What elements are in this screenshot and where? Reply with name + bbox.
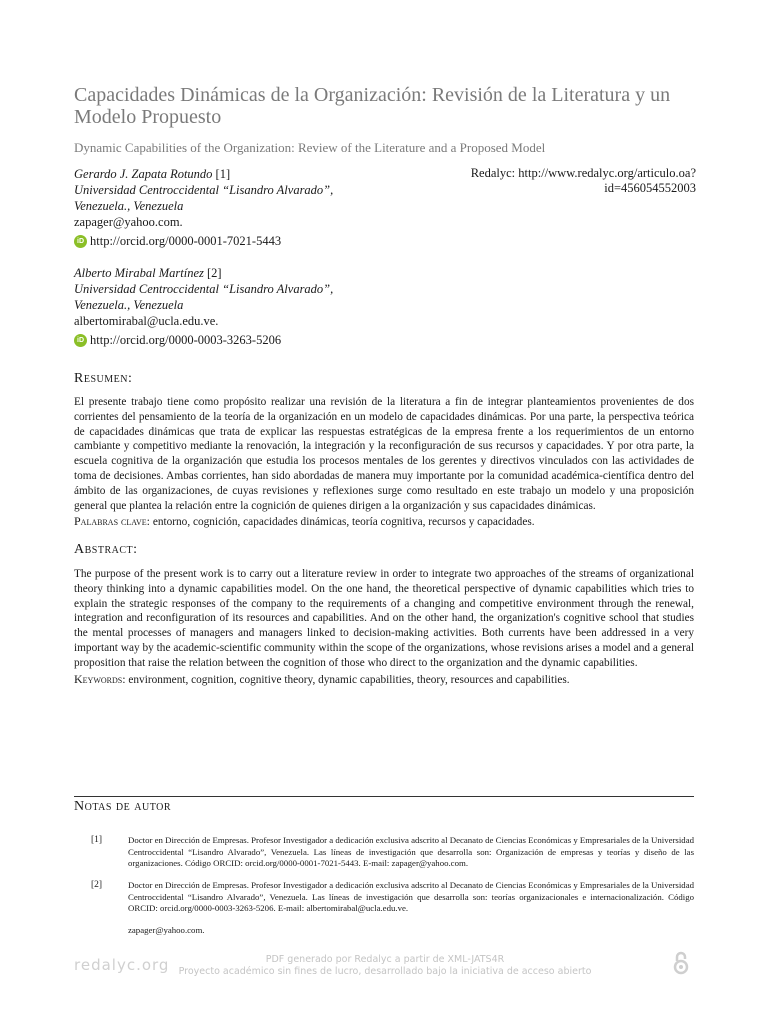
- note-text: Doctor en Dirección de Empresas. Profesor Investigador a dedicación exclusiva adscrito al Decanato de Ciencias Económicas y Empresariales de la Universidad Centroccidental “Lisandro Alvarado”, Venezuela. Las líneas de investigación que desarrolla son: teorías organizacionales e internacionalización. Código ORCID: orcid.org/0000-0003-3263-5206. E-mail: albertomirabal@ucla.edu.ve.: [128, 880, 694, 914]
- author-ref[interactable]: [2]: [206, 266, 222, 280]
- abstract-body: [74, 567, 694, 687]
- article-subtitle: Dynamic Capabilities of the Organization: Review of the Literature and a Proposed Model: [74, 140, 546, 155]
- resumen-keywords: [74, 514, 694, 530]
- keywords-label: Keywords:: [74, 671, 126, 686]
- note-extra-email: zapager@yahoo.com.: [128, 925, 205, 935]
- resumen-text: El presente trabajo tiene como propósito realizar una revisión de la literatura a fin de integrar planteamientos provenientes de dos corrientes del pensamiento de la teoría de la organización en un modelo de capacidades dinámicas. Por una parte, la perspectiva teórica de capacidades dinámicas que trata de explicar las respuestas estratégicas de la empresa frente a los requerimientos de un entorno cambiante y competitivo mediante la renovación, la integración y la reconfiguración de sus recursos y capacidades. Y por otra parte, la escuela cognitiva de la organización que estudia los procesos mentales de los gerentes y directivos vinculados con las actividades de toma de decisiones. Ambas corrientes, han sido abordadas de manera muy importante por la comunidad académica-científica dentro del ámbito de las organizaciones, de cuyas revisiones y reflexiones surge como resultado en este trabajo un modelo y una proposición general que plantea la relación entre la cognición de quienes dirigen a la organización y sus capacidades dinámicas.: [74, 396, 694, 512]
- keywords-label: Palabras clave:: [74, 514, 150, 529]
- author-orcid-link[interactable]: http://orcid.org/0000-0001-7021-5443: [90, 234, 282, 248]
- redalyc-id[interactable]: id=456054552003: [604, 181, 696, 195]
- note-number[interactable]: [1]: [91, 835, 103, 845]
- open-access-glyph: [673, 951, 689, 975]
- orcid-icon: iD: [74, 235, 87, 248]
- note-number[interactable]: [2]: [91, 880, 103, 890]
- author-email[interactable]: albertomirabal@ucla.edu.ve.: [74, 314, 219, 328]
- keywords-text: environment, cognition, cognitive theory, dynamic capabilities, theory, resources and capabilities.: [128, 673, 570, 686]
- author-orcid-row[interactable]: [74, 234, 333, 249]
- notes-divider: [74, 796, 694, 797]
- abstract-keywords: [74, 672, 694, 688]
- author-location: Venezuela., Venezuela: [74, 199, 184, 213]
- author-block-2: [74, 265, 333, 348]
- open-access-icon: [673, 951, 689, 979]
- author-affiliation: Universidad Centroccidental “Lisandro Alvarado”,: [74, 282, 334, 296]
- abstract-text: The purpose of the present work is to carry out a literature review in order to integrate two approaches of the streams of organizational theory thinking into a dynamic capabilities model. On the one hand, the theoretical perspective of dynamic capabilities which tries to explain the strategic responses of the company to the requirements of a changing and competitive environment through the renewal, integration and reconfiguration of its resources and capabilities. And on the other hand, the organization's cognitive school that studies the mental processes of managers and managers linked to decision-making activities. Both currents have been addressed in a very important way by the academic-scientific community within the scope of the organizations, whose revisions arises a model and a general proposition that raise the relation between the cognition of those who direct to the organization and the dynamic capabilities.: [74, 568, 694, 669]
- resumen-body: [74, 395, 694, 530]
- keywords-text: entorno, cognición, capacidades dinámicas, teoría cognitiva, recursos y capacidades.: [152, 516, 535, 529]
- author-orcid-link[interactable]: http://orcid.org/0000-0003-3263-5206: [90, 333, 282, 347]
- article-title: Capacidades Dinámicas de la Organización: Revisión de la Literatura y un Modelo Propuesto: [74, 84, 671, 128]
- resumen-heading: Resumen:: [74, 371, 133, 386]
- author-location: Venezuela., Venezuela: [74, 298, 184, 312]
- author-ref[interactable]: [1]: [215, 167, 231, 181]
- footer-text: [160, 954, 610, 978]
- redalyc-link[interactable]: [396, 166, 696, 196]
- footer-line-1: PDF generado por Redalyc a partir de XML-JATS4R: [265, 954, 505, 965]
- author-name: Gerardo J. Zapata Rotundo: [74, 167, 213, 181]
- notes-heading: Notas de autor: [74, 799, 172, 814]
- author-email[interactable]: zapager@yahoo.com.: [74, 215, 183, 229]
- footer-line-2: Proyecto académico sin fines de lucro, desarrollado bajo la iniciativa de acceso abierto: [178, 966, 592, 977]
- abstract-heading: Abstract:: [74, 542, 138, 557]
- author-block-1: [74, 166, 333, 249]
- author-affiliation: Universidad Centroccidental “Lisandro Alvarado”,: [74, 183, 334, 197]
- orcid-icon: iD: [74, 334, 87, 347]
- redalyc-url[interactable]: Redalyc: http://www.redalyc.org/articulo.oa?: [470, 166, 696, 180]
- redalyc-logo: redalyc.org: [74, 956, 170, 974]
- author-name: Alberto Mirabal Martínez: [74, 266, 204, 280]
- author-orcid-row[interactable]: [74, 333, 333, 348]
- note-text: Doctor en Dirección de Empresas. Profesor Investigador a dedicación exclusiva adscrito al Decanato de Ciencias Económicas y Empresariales de la Universidad Centroccidental “Lisandro Alvarado”, Venezuela. Las líneas de investigación que desarrolla son: Organización de empresas y teorías y diseño de las organizaciones. Código ORCID: orcid.org/0000-0001-7021-5443. E-mail: zapager@yahoo.com.: [128, 835, 694, 869]
